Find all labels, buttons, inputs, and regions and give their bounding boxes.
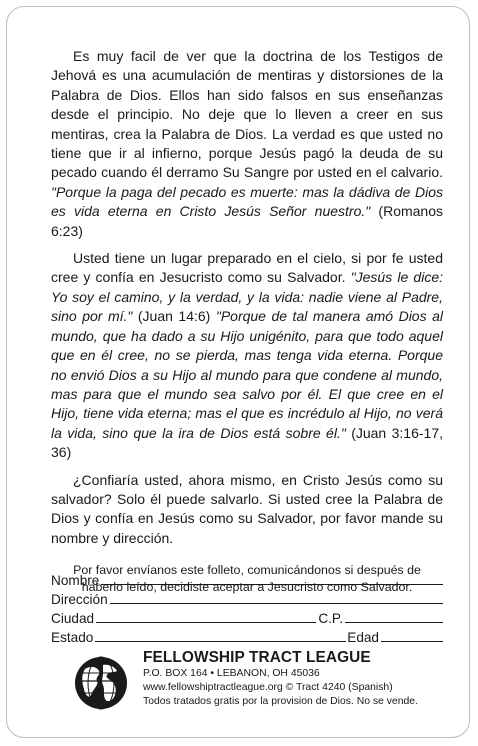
scripture-romans-6-23: "Porque la paga del pecado es muerte: mas la dádiva de Dios es vida eterna en Cristo Jesús Señor nuestro." [51,183,443,220]
ciudad-field[interactable] [96,609,316,623]
form-row-estado [51,626,443,645]
response-note: Por favor envíanos este folleto, comunicándonos si después de haberlo leído, decidiste aceptar a Jesucristo como Salvador. [73,563,421,594]
form-row-ciudad [51,607,443,626]
publisher-footer [73,649,453,725]
cp-label: C.P. [318,611,343,626]
direccion-label: Dirección [51,592,108,607]
paragraph-2 [51,249,443,462]
direccion-field[interactable] [110,590,443,604]
estado-label: Estado [51,630,94,645]
cp-field[interactable] [345,609,443,623]
publisher-address: P.O. BOX 164 • LEBANON, OH 45036 [143,668,320,679]
scripture-juan-14-6: "Jesús le dice: Yo soy el camino, y la verdad, y la vida: nadie viene al Padre, sino por mí." [51,269,443,325]
scripture-juan-3-16: "Porque de tal manera amó Dios al mundo, que ha dado a su Hijo unigénito, para que todo aquel que en él cree, no se pierda, mas tenga vida eterna. Porque no envió Dios a su Hijo al mundo para que condene al mundo, mas para que el mundo sea salvo por él. El que cree en el Hijo, tiene vida eterna; mas el que es incrédulo al Hijo, no verá la vida, sino que la ira de Dios está sobre él." [51,308,444,441]
estado-field[interactable] [95,628,346,642]
publisher-website: www.fellowshiptractleague.org © Tract 4240 (Spanish) [143,681,393,693]
paragraph-3 [51,471,443,549]
free-notice: Todos tratados gratis por la provision de Dios. No se vende. [143,695,418,707]
globe-icon [73,655,129,711]
paragraph-1-text: Es muy facil de ver que la doctrina de los Testigos de Jehová es una acumulación de mentiras y distorsiones de la Palabra de Dios. Ellos han sido falsos en sus enseñanzas desde el principio. No deje que lo lleven a creer en sus mentiras, crea la Palabra de Dios. La verdad es que usted no tiene que ir al infierno, porque Jesús pagó la deuda de su pecado cuando él derramo Su Sangre por usted en el calvario. [51,48,443,181]
nombre-field[interactable] [101,571,443,585]
ciudad-label: Ciudad [51,611,95,626]
publisher-name: FELLOWSHIP TRACT LEAGUE [143,649,371,666]
edad-field[interactable] [381,628,443,642]
reference-romans: (Romanos 6:23) [51,203,444,239]
tract-card [6,6,470,738]
reference-juan-3: (Juan 3:16-17, 36) [51,424,443,461]
form-row-direccion [51,588,443,607]
paragraph-1 [51,47,443,241]
publisher-info [143,649,418,708]
reference-juan-14: (Juan 14:6) [132,308,216,325]
nombre-label: Nombre [51,573,100,588]
paragraph-2-text: Usted tiene un lugar preparado en el cielo, si por fe usted cree y confía en Jesucristo como su Salvador. [51,250,443,286]
tract-body [51,47,443,595]
response-form [51,569,443,645]
form-row-nombre [51,569,443,588]
edad-label: Edad [347,630,379,645]
paragraph-3-text: ¿Confiaría usted, ahora mismo, en Cristo Jesús como su salvador? Solo él puede salvarlo. Si usted cree la Palabra de Dios y confía en Jesús como su Salvador, por favor mande su nombre y dirección. [51,471,443,546]
